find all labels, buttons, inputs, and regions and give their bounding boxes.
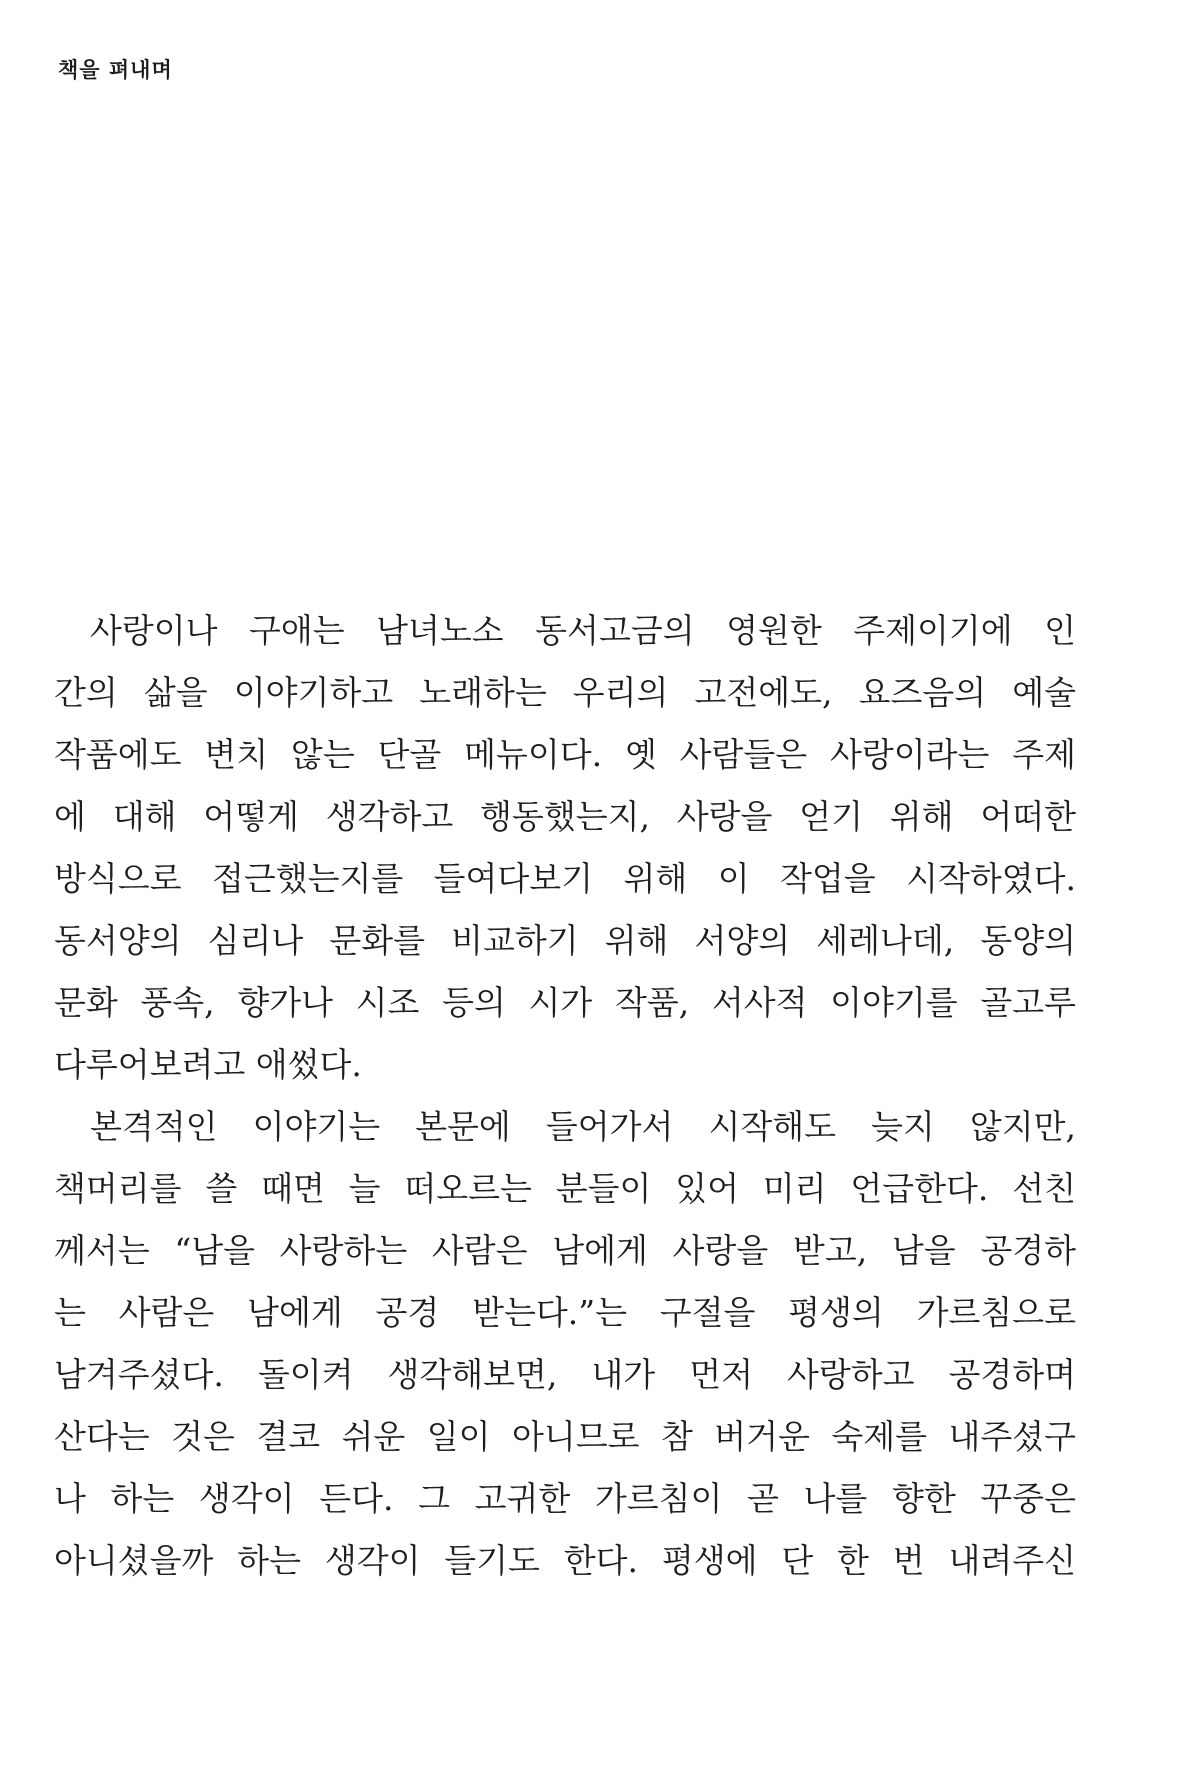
paragraph-2-line-6: 산다는 것은 결코 쉬운 일이 아니므로 참 버거운 숙제를 내주셨구 — [54, 1417, 1076, 1456]
paragraph-1-line-8: 다루어보려고 애썼다. — [54, 1045, 362, 1084]
paragraph-1-line-6: 동서양의 심리나 문화를 비교하기 위해 서양의 세레나데, 동양의 — [54, 921, 1076, 960]
paragraph-1-line-4: 에 대해 어떻게 생각하고 행동했는지, 사랑을 얻기 위해 어떠한 — [54, 797, 1076, 836]
paragraph-2-line-7: 나 하는 생각이 든다. 그 고귀한 가르침이 곧 나를 향한 꾸중은 — [54, 1479, 1076, 1518]
paragraph-1-line-3: 작품에도 변치 않는 단골 메뉴이다. 옛 사람들은 사랑이라는 주제 — [54, 735, 1076, 774]
paragraph-1-line-1: 사랑이나 구애는 남녀노소 동서고금의 영원한 주제이기에 인 — [90, 611, 1076, 650]
paragraph-2-line-2: 책머리를 쓸 때면 늘 떠오르는 분들이 있어 미리 언급한다. 선친 — [54, 1169, 1076, 1208]
body-text — [54, 600, 1076, 1592]
paragraph-2-line-4: 는 사람은 남에게 공경 받는다.”는 구절을 평생의 가르침으로 — [54, 1293, 1076, 1332]
paragraph-1-line-7: 문화 풍속, 향가나 시조 등의 시가 작품, 서사적 이야기를 골고루 — [54, 983, 1076, 1022]
paragraph-2-line-1: 본격적인 이야기는 본문에 들어가서 시작해도 늦지 않지만, — [90, 1107, 1076, 1146]
paragraph-2-line-8: 아니셨을까 하는 생각이 들기도 한다. 평생에 단 한 번 내려주신 — [54, 1541, 1076, 1580]
running-head: 책을 펴내며 — [58, 58, 173, 82]
paragraph-2-line-5: 남겨주셨다. 돌이켜 생각해보면, 내가 먼저 사랑하고 공경하며 — [54, 1355, 1076, 1394]
paragraph-1-line-5: 방식으로 접근했는지를 들여다보기 위해 이 작업을 시작하였다. — [54, 859, 1076, 898]
paragraph-1-line-2: 간의 삶을 이야기하고 노래하는 우리의 고전에도, 요즈음의 예술 — [54, 673, 1076, 712]
paragraph-2-line-3: 께서는 “남을 사랑하는 사람은 남에게 사랑을 받고, 남을 공경하 — [54, 1231, 1076, 1270]
